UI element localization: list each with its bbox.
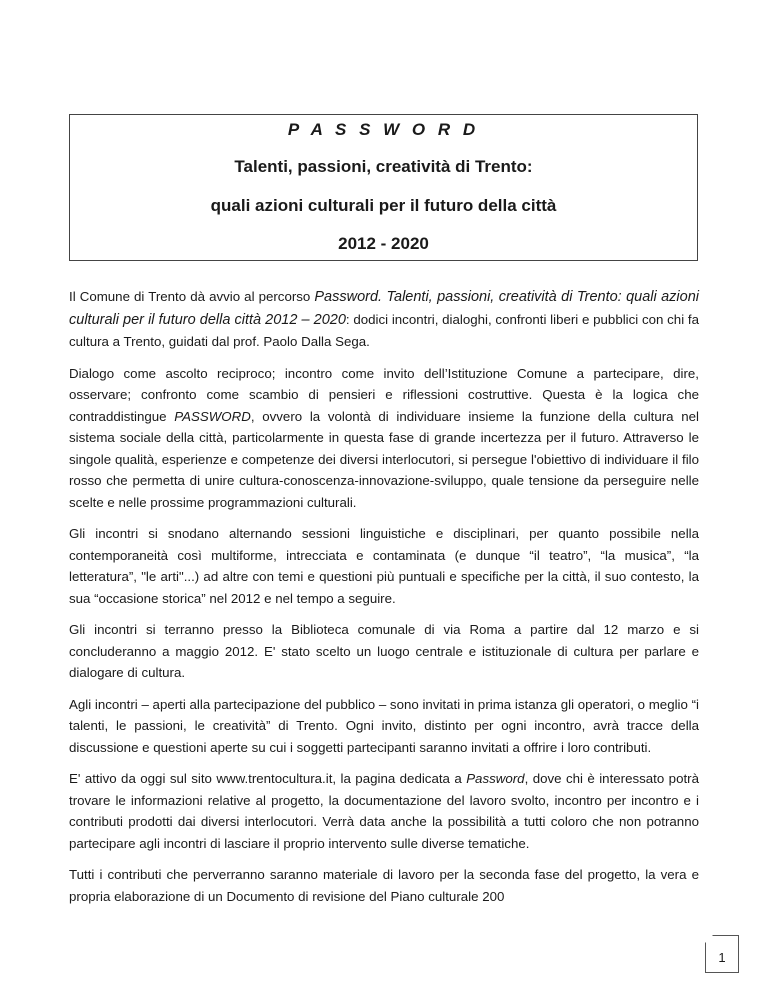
paragraph-3: Gli incontri si snodano alternando sessioni linguistiche e disciplinari, per quanto possibile nella contemporaneità così multiforme, intrecciata e contaminata (e dunque “il teatro”, “la musica”, “la letteratura”, "le arti"...) ad altre con temi e questioni più puntuali e specifiche per la città, il suo contesto, la sua “occasione storica” nel 2012 e nel tempo a seguire. — [69, 526, 699, 606]
title-box — [69, 114, 698, 261]
page-corner-fold-icon — [705, 935, 713, 943]
paragraph-2-rest: , ovvero la volontà di individuare insieme la funzione della cultura nel sistema sociale della città, particolarmente in questa fase di grande incertezza per il futuro. Attraverso le singole qualità, esperienze e competenze dei diversi interlocutori, si persegue l'obiettivo di individuare il filo rosso che permetta di unire cultura-conoscenza-innovazione-sviluppo, quale tensione da perseguire nelle scelte e nelle prossime programmazioni culturali. — [69, 408, 699, 510]
paragraph-2-start: Dialogo come ascolto reciproco; incontro come invito dell’Istituzione Comune a partecipare, dire, osservare; confronto come scambio di pensieri e riflessioni costruttive. Questa è la logica che contraddistingue — [69, 365, 699, 424]
paragraph-4: Gli incontri si terranno presso la Biblioteca comunale di via Roma a partire dal 12 marzo e si concluderanno a maggio 2012. E' stato scelto un luogo centrale e istituzionale di cultura per parlare e dialogare di cultura. — [69, 622, 699, 680]
paragraph-6-start: E' attivo da oggi sul sito www.trentocultura.it, la pagina dedicata a — [69, 771, 467, 786]
paragraph-5: Agli incontri – aperti alla partecipazione del pubblico – sono invitati in prima istanza gli operatori, o meglio “i talenti, le passioni, le creatività” di Trento. Ogni invito, distinto per ogni incontro, avrà tracce della discussione e questioni aperte su cui i soggetti partecipanti saranno invitati a offrire i loro contributi. — [69, 696, 699, 755]
paragraph-2 — [69, 363, 699, 514]
password-italic: PASSWORD — [174, 408, 251, 424]
page-number: 1 — [705, 935, 739, 973]
body-text — [69, 286, 699, 917]
paragraph-1-intro: Il Comune di Trento dà avvio al percorso — [69, 289, 315, 304]
paragraph-6-rest: , dove chi è interessato potrà trovare le informazioni relative al progetto, la documentazione del lavoro svolto, incontro per incontro e i contributi prodotti dai diversi interlocutori. Verrà data anche la possibilità a tutti coloro che non potranno partecipare agli incontri di lasciare il proprio intervento sulle diverse tematiche. — [69, 771, 699, 851]
password-italic-2: Password — [466, 771, 525, 786]
paragraph-1-rest: : dodici incontri, dialoghi, confronti liberi e pubblici con chi fa cultura a Trento, guidati dal prof. Paolo Dalla Sega. — [69, 311, 699, 349]
project-title-italic: Password. Talenti, passioni, creatività di Trento: quali azioni culturali per il futuro della città 2012 – 2020 — [69, 289, 700, 328]
title-subtitle-2: quali azioni culturali per il futuro della città — [210, 196, 557, 215]
title-subtitle-1: Talenti, passioni, creatività di Trento: — [234, 157, 533, 176]
paragraph-7: Tutti i contributi che perverranno saranno materiale di lavoro per la seconda fase del progetto, la vera e propria elaborazione di un Documento di revisione del Piano culturale 200 — [69, 867, 699, 904]
title-years: 2012 - 2020 — [338, 234, 429, 253]
paragraph-6 — [69, 768, 699, 854]
title-password: P A S S W O R D — [287, 120, 480, 139]
paragraph-1 — [69, 286, 699, 353]
